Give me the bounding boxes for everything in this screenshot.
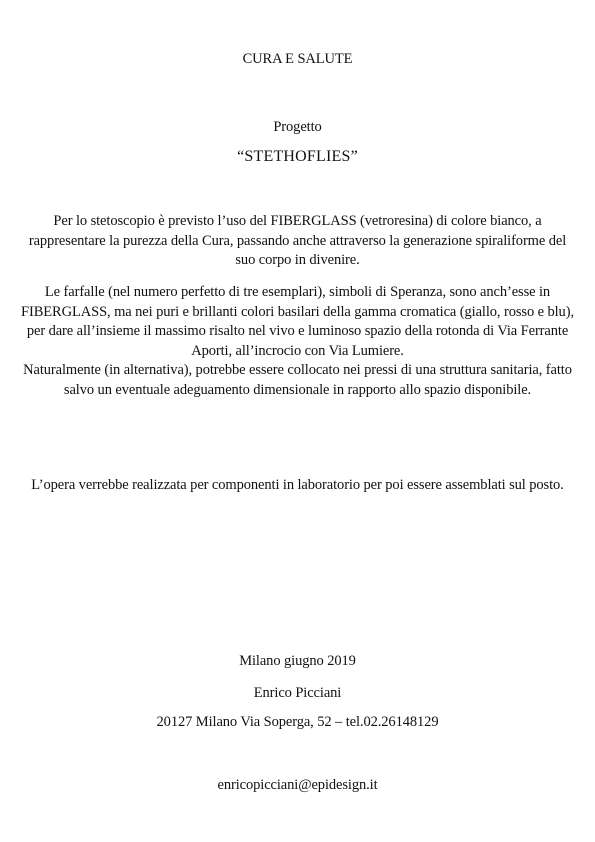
contact-email: enricopicciani@epidesign.it <box>217 777 378 793</box>
signature-date: Milano giugno 2019 <box>239 653 356 669</box>
section-heading: CURA E SALUTE <box>242 51 353 67</box>
project-label: Progetto <box>273 119 322 135</box>
signature-address: 20127 Milano Via Soperga, 52 – tel.02.26148129 <box>156 714 439 730</box>
paragraph-fiberglass-stethoscope <box>20 212 575 271</box>
paragraph-text: L’opera verrebbe realizzata per componenti in laboratorio per poi essere assemblati sul posto. <box>31 477 564 493</box>
paragraph-realization <box>20 476 575 496</box>
paragraph-text: Per lo stetoscopio è previsto l’uso del FIBERGLASS (vetroresina) di colore bianco, a rappresentare la purezza della Cura, passando anche attraverso la generazione spiraliforme del suo corpo in divenire. <box>28 213 567 268</box>
paragraph-text: Le farfalle (nel numero perfetto di tre esemplari), simboli di Speranza, sono anch’esse in FIBERGLASS, ma nei puri e brillanti colori basilari della gamma cromatica (giallo, rosso e blu), per dare all’insieme il massimo risalto nel vivo e luminoso spazio della rotonda di Via Ferrante Aporti, all’incrocio con Via Lumiere. <box>21 284 574 359</box>
paragraph-text: Naturalmente (in alternativa), potrebbe essere collocato nei pressi di una struttura sanitaria, fatto salvo un eventuale adeguamento dimensionale in rapporto allo spazio disponibile. <box>23 362 572 398</box>
project-title: “STETHOFLIES” <box>237 148 358 165</box>
signature-author: Enrico Picciani <box>253 685 342 701</box>
paragraph-butterflies <box>20 283 575 400</box>
